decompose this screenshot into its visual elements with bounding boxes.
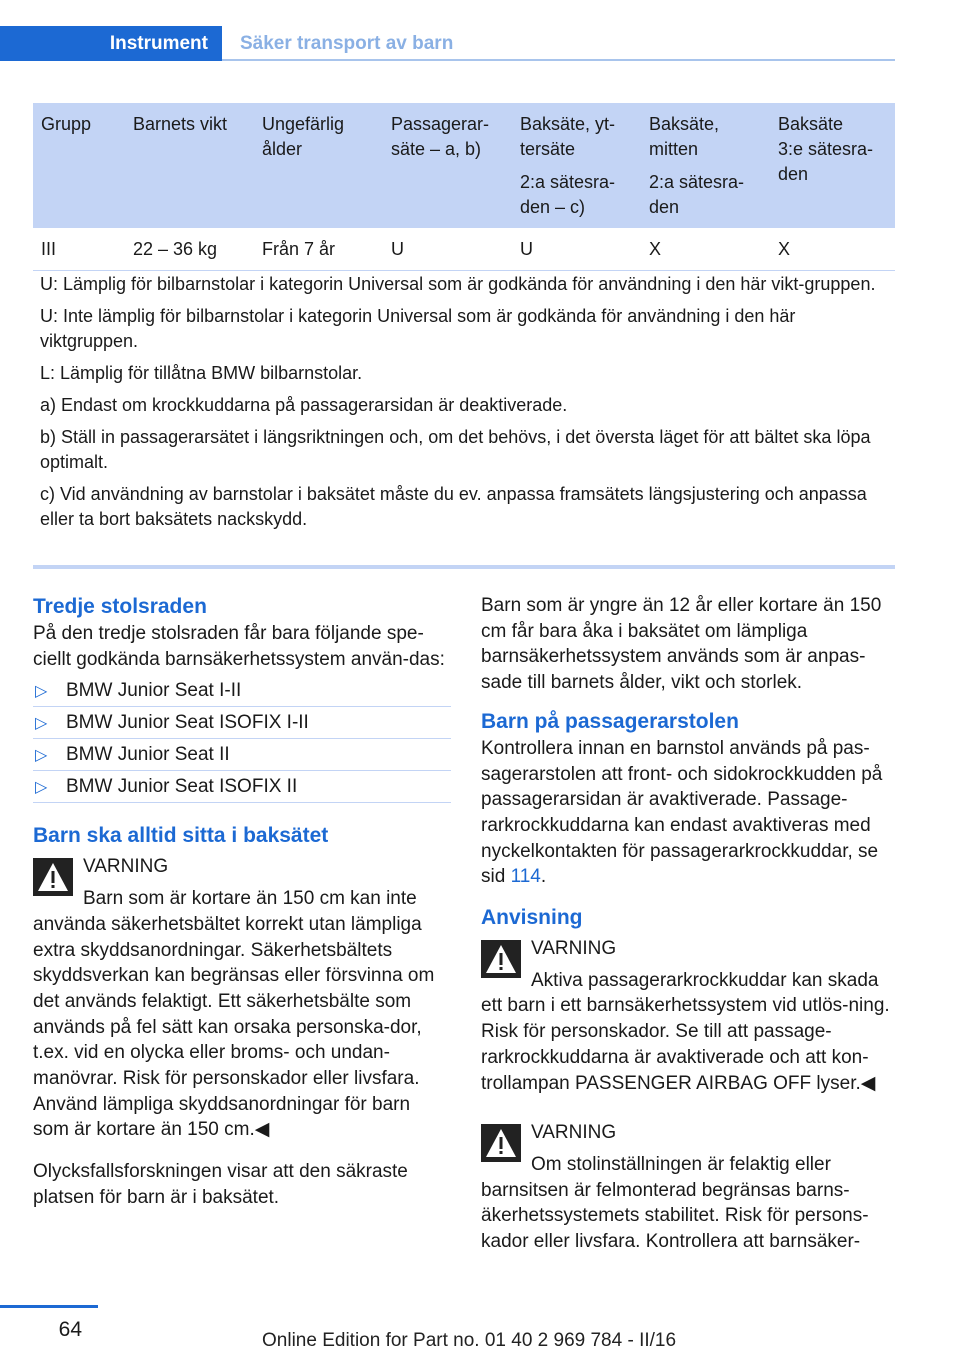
header-cell: Baksäte, mitten 2:a sätesra- den (641, 103, 770, 228)
left-column (33, 593, 451, 1211)
list-item: ▷ BMW Junior Seat ISOFIX II (33, 774, 451, 806)
list-item: ▷ BMW Junior Seat II (33, 742, 451, 774)
note: L: Lämplig för tillåtna BMW bilbarnstolar. (40, 363, 363, 383)
warning-triangle-icon (481, 1124, 521, 1162)
header (0, 26, 895, 61)
tab-instrument[interactable] (0, 26, 222, 61)
warning-text: Aktiva passagerarkrockkuddar kan skada (531, 969, 879, 991)
right-column (481, 593, 895, 1255)
table-header-row (33, 103, 895, 228)
paragraph: Olycksfallsforskningen visar att den säkraste platsen för barn är i baksätet. (33, 1161, 408, 1208)
warning-title: VARNING (531, 1122, 617, 1144)
heading-note: Anvisning (481, 906, 583, 930)
paragraph: På den tredje stolsraden får bara följande spe-ciellt godkända barnsäkerhetssystem använ-das: (33, 623, 445, 670)
list-item: ▷ BMW Junior Seat I-II (33, 678, 451, 710)
note: a) Endast om krockkuddarna på passagerarsidan är deaktiverade. (40, 395, 568, 415)
note: U: Lämplig för bilbarnstolar i kategorin Universal som är godkända för användning i den här vikt-gruppen. (40, 274, 876, 294)
tab-instrument-label: Instrument (109, 33, 208, 54)
table-cell: U (383, 228, 512, 271)
section-divider (33, 565, 895, 569)
child-seat-table (33, 103, 895, 271)
warning-block (33, 854, 451, 1143)
paragraph: Barn som är yngre än 12 år eller kortare än 150 cm får bara åka i baksätet om lämpliga barnsäkerhetssystem används som är anpas-sade till barnets ålder, vikt och storlek. (481, 595, 882, 694)
triangle-bullet-icon: ▷ (35, 683, 48, 701)
warning-triangle-icon (33, 858, 73, 896)
table-cell: X (770, 228, 895, 271)
triangle-bullet-icon: ▷ (35, 779, 48, 797)
warning-triangle-icon (481, 940, 521, 978)
heading-third-row: Tredje stolsraden (33, 595, 207, 618)
table-cell: 22 – 36 kg (125, 228, 254, 271)
triangle-bullet-icon: ▷ (35, 747, 48, 765)
triangle-bullet-icon: ▷ (35, 715, 48, 733)
header-rule (222, 59, 895, 61)
header-cell: Passagerar- säte – a, b) (383, 103, 512, 228)
table-cell: U (512, 228, 641, 271)
warning-block (481, 936, 895, 1096)
page-link[interactable]: 114 (510, 866, 541, 888)
tab-safe-child-transport[interactable]: Säker transport av barn (240, 33, 454, 54)
warning-text: Om stolinställningen är felaktig eller (531, 1153, 831, 1175)
paragraph: Kontrollera innan en barnstol används på pas-sagerarstolen att front- och sidokrockkudden på passagerarsidan är avaktiverade. Passage-rarkrockkuddarna kan endast avaktiveras med nyckelkontakten för passagerarkrockkuddar, se sid 114. (481, 737, 883, 888)
table-row (33, 228, 895, 271)
note: b) Ställ in passagerarsätet i längsriktningen och, om det behövs, i det översta läget för att bältet ska löpa optimalt. (40, 427, 871, 472)
header-cell: Grupp (33, 103, 125, 228)
header-cell: Baksäte, yt- tersäte 2:a sätesra- den – c) (512, 103, 641, 228)
edition-text: Online Edition for Part no. 01 40 2 969 784 - II/16 (262, 1330, 677, 1351)
header-cell: Barnets vikt (125, 103, 254, 228)
heading-back-seat: Barn ska alltid sitta i baksätet (33, 824, 329, 848)
warning-text-cont: använda säkerhetsbältet korrekt utan lämpliga extra skyddsanordningar. Säkerhetsbältets skyddsverkan kan begränsas eller försvinna om det används felaktigt. Ett säkerhetsbälte som används på fel sätt kan orsaka personska-dor, t.ex. vid en olycka eller broms- och undan-manövrar. Risk för personskador eller livsfara. Använd lämpliga skyddsanordningar för barn som är kortare än 150 cm.◀ (33, 913, 435, 1141)
footer-rule (0, 1305, 98, 1308)
warning-text-cont: ett barn i ett barnsäkerhetssystem vid utlös-ning. Risk för personskador. Se till att passage-rarkrockkuddarna är avaktiverade och att kon-trollampan PASSENGER AIRBAG OFF lyser.◀ (481, 995, 890, 1094)
table-notes (33, 272, 895, 539)
warning-title: VARNING (531, 938, 617, 960)
note: U: Inte lämplig för bilbarnstolar i kategorin Universal som är godkända för användning i den här viktgruppen. (40, 306, 796, 351)
heading-passenger-seat: Barn på passagerarstolen (481, 709, 739, 733)
header-cell: Baksäte 3:e sätesra- den (770, 103, 895, 228)
table-cell: X (641, 228, 770, 271)
warning-text: Barn som är kortare än 150 cm kan inte (83, 888, 417, 910)
table-cell: Från 7 år (254, 228, 383, 271)
table-cell: III (33, 228, 125, 271)
warning-title: VARNING (83, 856, 169, 878)
list-item: ▷ BMW Junior Seat ISOFIX I-II (33, 710, 451, 742)
page-number: 64 (58, 1318, 82, 1341)
warning-block (481, 1120, 895, 1255)
header-cell: Ungefärlig ålder (254, 103, 383, 228)
note: c) Vid användning av barnstolar i baksätet måste du ev. anpassa framsätets längsjustering och anpassa eller ta bort baksätets nackskydd. (40, 484, 867, 529)
warning-text-cont: barnsitsen är felmonterad begränsas barns-äkerhetssystemets stabilitet. Risk för persons-kador eller livsfara. Kontrollera att barnsäker- (481, 1179, 869, 1253)
seat-list (33, 678, 451, 806)
